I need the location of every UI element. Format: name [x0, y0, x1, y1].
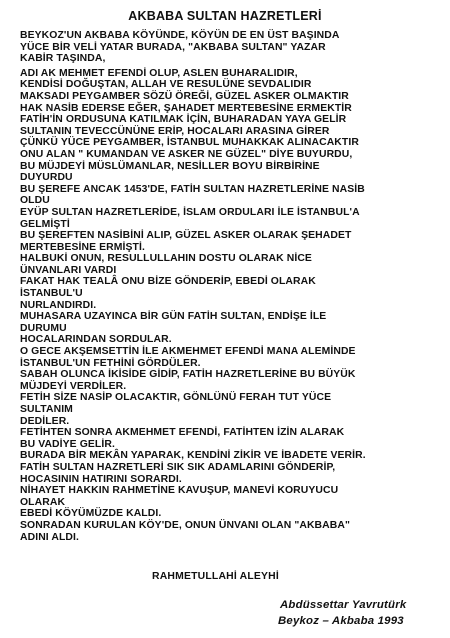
- text-line: BU VADİYE GELİR.: [20, 438, 115, 450]
- text-line: HAK NASİB EDERSE EĞER, ŞAHADET MERTEBESİNE ERMEKTİR: [20, 102, 352, 114]
- text-line: ÇÜNKÜ YÜCE PEYGAMBER, İSTANBUL MUHAKKAK ALINACAKTIR: [20, 137, 359, 149]
- paragraph: [20, 207, 442, 230]
- author-signature: Abdüssettar Yavrutürk: [280, 599, 407, 611]
- paragraph: [20, 30, 442, 65]
- text-line: BU ŞEREFE ANCAK 1453'DE, FATİH SULTAN HAZRETLERİNE NASİB: [20, 183, 365, 195]
- paragraph: [20, 520, 442, 543]
- text-line: YÜCE BİR VELİ YATAR BURADA, "AKBABA SULTAN" YAZAR: [20, 41, 326, 53]
- text-line: ÜNVANLARI VARDI: [20, 264, 117, 276]
- text-line: HOCASININ HATIRINI SORARDI.: [20, 473, 182, 485]
- paragraph: [20, 369, 442, 392]
- text-line: MUHASARA UZAYINCA BİR GÜN FATİH SULTAN, ENDİŞE İLE: [20, 311, 327, 323]
- text-line: KENDİSİ DOĞUŞTAN, ALLAH VE RESULÜNE SEVDALIDIR: [20, 79, 312, 91]
- paragraph: [20, 276, 442, 311]
- text-line: NURLANDIRDI.: [20, 299, 97, 311]
- text-line: FATİH'İN ORDUSUNA KATILMAK İÇİN, BUHARADAN YAYA GELİR: [20, 114, 347, 126]
- text-line: MERTEBESİNE ERMİŞTİ.: [20, 241, 145, 253]
- text-line: ADI AK MEHMET EFENDİ OLUP, ASLEN BUHARALIDIR,: [20, 67, 298, 79]
- text-line: DUYURDU: [20, 172, 73, 184]
- text-line: MÜJDEYİ VERDİLER.: [20, 380, 127, 392]
- text-line: HOCALARINDAN SORDULAR.: [20, 334, 172, 346]
- text-line: SULTANIN TEVECCÜNÜNE ERİP, HOCALARI ARASINA GİRER: [20, 125, 330, 137]
- paragraph: [20, 427, 442, 450]
- paragraph: [20, 253, 442, 276]
- text-line: FAKAT HAK TEALÂ ONU BİZE GÖNDERİP, EBEDİ OLARAK: [20, 276, 316, 288]
- text-line: FETİH SİZE NASİP OLACAKTIR, GÖNLÜNÜ FERAH TUT YÜCE: [20, 392, 332, 404]
- text-line: OLARAK: [20, 496, 66, 508]
- text-line: DURUMU: [20, 322, 67, 334]
- text-line: BU ŞEREFTEN NASİBİNİ ALIP, GÜZEL ASKER OLARAK ŞEHADET: [20, 230, 352, 242]
- text-line: İSTANBUL'U: [20, 288, 83, 300]
- text-line: O GECE AKŞEMSETTİN İLE AKMEHMET EFENDİ MANA ALEMİNDE: [20, 346, 356, 358]
- paragraph: [20, 230, 442, 253]
- text-line: KABİR TAŞINDA,: [20, 53, 106, 65]
- document-title: AKBABA SULTAN HAZRETLERİ: [128, 9, 322, 23]
- closing-line: RAHMETULLAHİ ALEYHİ: [152, 571, 279, 582]
- text-line: BEYKOZ'UN AKBABA KÖYÜNDE, KÖYÜN DE EN ÜST BAŞINDA: [20, 30, 340, 41]
- text-line: MAKSADI PEYGAMBER SÖZÜ ÖREĞİ, GÜZEL ASKER OLMAKTIR: [20, 90, 349, 102]
- text-line: İSTANBUL'UN FETHİNİ GÖRDÜLER.: [20, 357, 201, 369]
- paragraph: [20, 311, 442, 346]
- paragraph: [20, 392, 442, 427]
- text-line: ONU ALAN " KUMANDAN VE ASKER NE GÜZEL" DİYE BUYURDU,: [20, 148, 353, 160]
- text-line: EYÜP SULTAN HAZRETLERİDE, İSLAM ORDULARI İLE İSTANBUL'A: [20, 206, 360, 218]
- text-line: ADINI ALDI.: [20, 531, 80, 543]
- paragraph: [20, 184, 442, 207]
- text-line: NİHAYET HAKKIN RAHMETİNE KAVUŞUP, MANEVİ KORUYUCU: [20, 485, 339, 497]
- text-line: SABAH OLUNCA İKİSİDE GİDİP, FATİH HAZRETLERİNE BU BÜYÜK: [20, 369, 356, 381]
- place-date: Beykoz – Akbaba 1993: [278, 615, 404, 627]
- paragraph: [20, 346, 442, 369]
- text-line: SULTANIM: [20, 404, 73, 415]
- text-line: BU MÜJDEYİ MÜSLÜMANLAR, NESİLLER BOYU BİRBİRİNE: [20, 160, 320, 172]
- text-line: HALBUKİ ONUN, RESULLULLAHIN DOSTU OLARAK NİCE: [20, 253, 312, 265]
- text-line: EBEDİ KÖYÜMÜZDE KALDI.: [20, 508, 162, 520]
- paragraph: [20, 450, 442, 485]
- paragraph: [20, 68, 442, 184]
- poem-body: [20, 30, 442, 543]
- paragraph: [20, 485, 442, 520]
- text-line: FATİH SULTAN HAZRETLERİ SIK SIK ADAMLARINI GÖNDERİP,: [20, 461, 336, 473]
- text-line: BURADA BİR MEKÂN YAPARAK, KENDİNİ ZİKİR VE İBADETE VERİR.: [20, 450, 366, 462]
- text-line: FETİHTEN SONRA AKMEHMET EFENDİ, FATİHTEN İZİN ALARAK: [20, 427, 345, 439]
- text-line: OLDU: [20, 195, 50, 207]
- text-line: DEDİLER.: [20, 415, 70, 427]
- text-line: GELMİŞTİ: [20, 218, 70, 230]
- text-line: SONRADAN KURULAN KÖY'DE, ONUN ÜNVANI OLAN "AKBABA": [20, 519, 351, 531]
